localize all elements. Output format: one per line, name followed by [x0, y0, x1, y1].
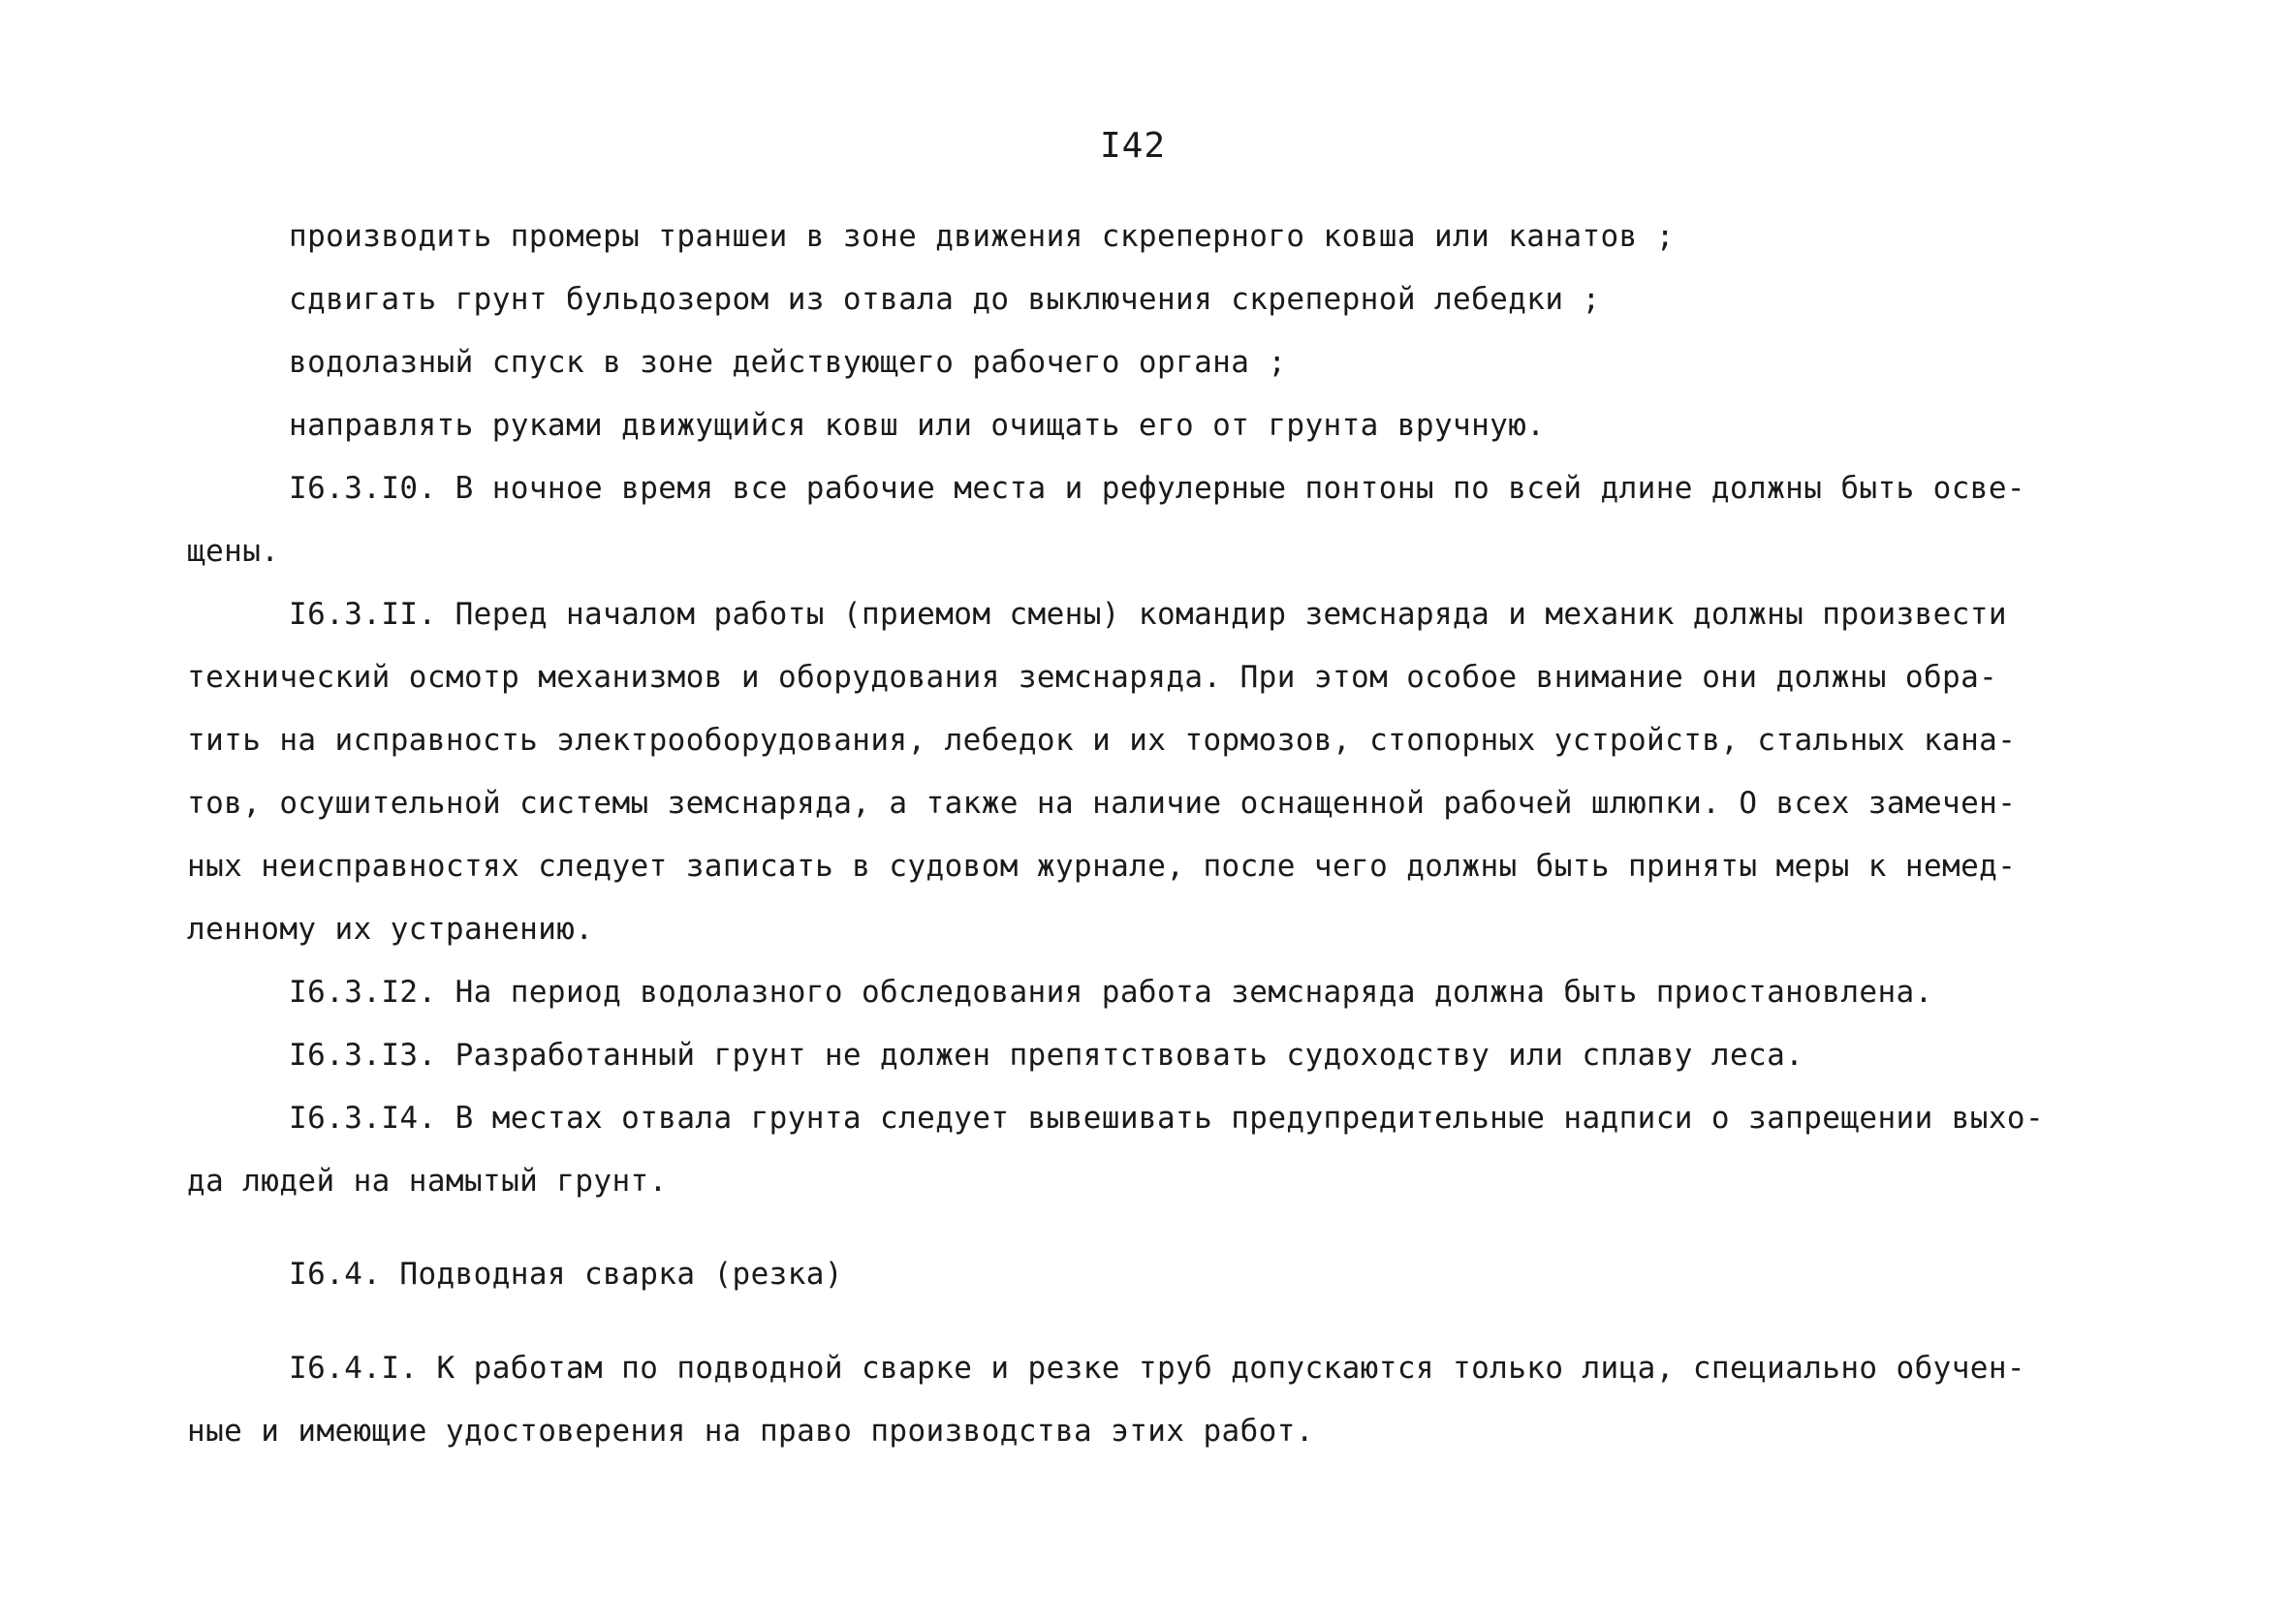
- paragraph-16-3-11: I6.3.II. Перед началом работы (приемом смены) командир земснаряда и механик должны произвести: [289, 597, 2007, 632]
- text-line: тов, осушительной системы земснаряда, а также на наличие оснащенной рабочей шлюпки. О всех замечен-: [187, 786, 2017, 821]
- text-line: производить промеры траншеи в зоне движения скреперного ковша или канатов ;: [289, 219, 1675, 254]
- paragraph-16-3-12: I6.3.I2. На период водолазного обследования работа земснаряда должна быть приостановлена.: [289, 975, 1933, 1010]
- text-line: ных неисправностях следует записать в судовом журнале, после чего должны быть приняты меры к немед-: [187, 849, 2017, 884]
- text-line: сдвигать грунт бульдозером из отвала до выключения скреперной лебедки ;: [289, 282, 1601, 317]
- paragraph-16-3-10: I6.3.I0. В ночное время все рабочие места и рефулерные понтоны по всей длине должны быть осве-: [289, 471, 2025, 506]
- paragraph-16-3-13: I6.3.I3. Разработанный грунт не должен препятствовать судоходству или сплаву леса.: [289, 1038, 1804, 1073]
- text-line: ленному их устранению.: [187, 912, 594, 947]
- text-line: щены.: [187, 534, 280, 569]
- paragraph-16-4-1: I6.4.I. К работам по подводной сварке и резке труб допускаются только лица, специально обучен-: [289, 1351, 2025, 1386]
- text-line: ные и имеющие удостоверения на право производства этих работ.: [187, 1414, 1314, 1449]
- text-line: водолазный спуск в зоне действующего рабочего органа ;: [289, 345, 1287, 380]
- text-line: технический осмотр механизмов и оборудования земснаряда. При этом особое внимание они должны обра-: [187, 660, 1998, 695]
- text-line: направлять руками движущийся ковш или очищать его от грунта вручную.: [289, 408, 1546, 443]
- text-line: тить на исправность электрооборудования, лебедок и их тормозов, стопорных устройств, стальных кана-: [187, 723, 2017, 758]
- paragraph-16-3-14: I6.3.I4. В местах отвала грунта следует вывешивать предупредительные надписи о запрещении выхо-: [289, 1101, 2045, 1136]
- page-number: I42: [1100, 126, 1167, 166]
- section-heading-16-4: I6.4. Подводная сварка (резка): [289, 1257, 843, 1292]
- text-line: да людей на намытый грунт.: [187, 1164, 668, 1199]
